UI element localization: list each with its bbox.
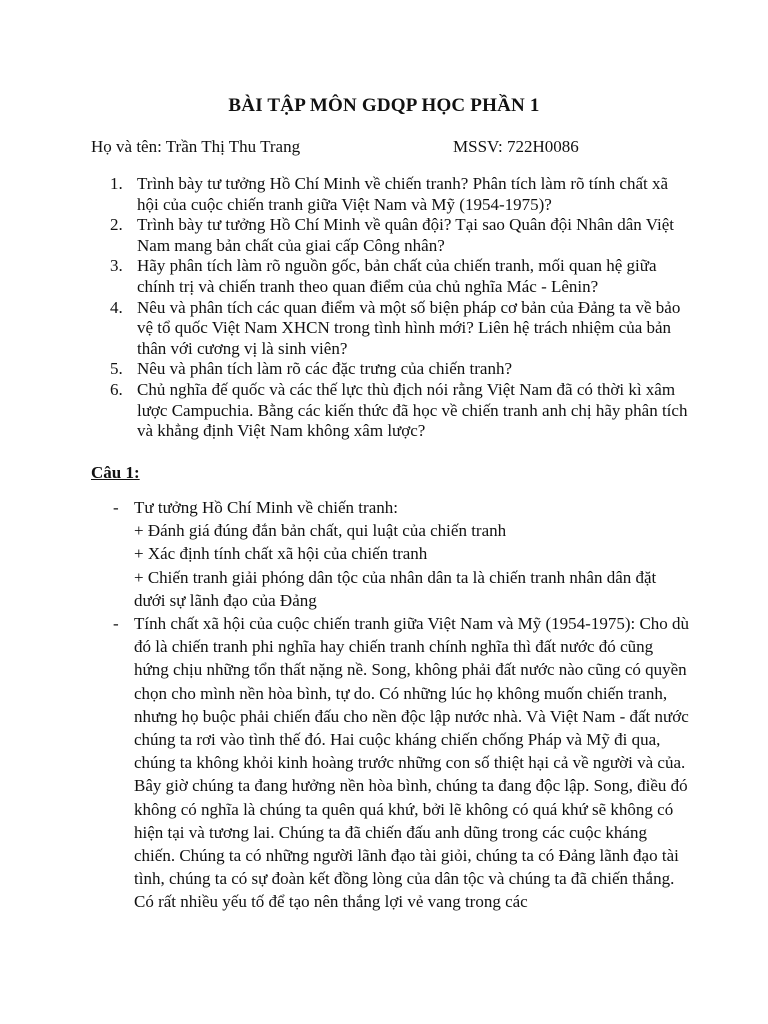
document-title: BÀI TẬP MÔN GDQP HỌC PHẦN 1 [228,95,540,116]
question-item [91,359,691,380]
section-heading: Câu 1: [91,463,140,482]
student-info-row [91,137,731,159]
question-list [91,174,691,442]
question-number: 6. [110,379,123,399]
question-number: 4. [110,297,123,317]
question-item [91,215,691,256]
question-number: 1. [110,174,123,193]
question-text: Trình bày tư tưởng Hồ Chí Minh về quân đội? Tại sao Quân đội Nhân dân Việt Nam mang bản chất của giai cấp Công nhân? [137,215,674,255]
student-name: Họ và tên: Trần Thị Thu Trang [91,137,301,156]
question-number: 2. [110,215,123,235]
question-text: Nêu và phân tích các quan điểm và một số biện pháp cơ bản của Đảng ta về bảo vệ tổ quốc Việt Nam XHCN trong tình hình mới? Liên hệ trách nhiệm của bản thân với cương vị là sinh viên? [137,297,681,358]
answer-paragraph: Tính chất xã hội của cuộc chiến tranh giữa Việt Nam và Mỹ (1954-1975): Cho dù đó là chiến tranh phi nghĩa hay chiến tranh chính nghĩa thì đất nước đó cũng hứng chịu những tổn thất nặng nề. Song, không phải đất nước nào cũng có quyền chọn cho mình nền hòa bình, tự do. Có những lúc họ không muốn chiến tranh, nhưng họ buộc phải chiến đấu cho nền độc lập nước nhà. Và Việt Nam - đất nước chúng ta rơi vào tình thế đó. Hai cuộc kháng chiến chống Pháp và Mỹ đi qua, chúng ta không khỏi kinh hoàng trước những con số thiệt hại cả về người và của. Bây giờ chúng ta đang hưởng nền hòa bình, chúng ta đang độc lập. Song, điều đó không có nghĩa là chúng ta quên quá khứ, bởi lẽ không có quá khứ sẽ không có hiện tại và tương lai. Chúng ta đã chiến đấu anh dũng trong các cuộc kháng chiến. Chúng ta có những người lãnh đạo tài giỏi, chúng ta có Đảng lãnh đạo tài tình, chúng ta có sự đoàn kết đồng lòng của dân tộc và chúng ta đã chiến thắng. Có rất nhiều yếu tố để tạo nên thắng lợi vẻ vang trong các [134,614,690,912]
answer-item [91,496,691,612]
dash-bullet: - [113,498,119,517]
question-number: 3. [110,256,123,276]
answer-list [91,496,691,914]
question-item [91,380,691,442]
question-item [91,256,691,297]
question-number: 5. [110,359,123,379]
answer-item [91,612,691,914]
question-item [91,174,691,215]
question-text: Chủ nghĩa đế quốc và các thế lực thù địch nói rằng Việt Nam đã có thời kì xâm lược Campuchia. Bằng các kiến thức đã học về chiến tranh anh chị hãy phân tích và khẳng định Việt Nam không xâm lược? [137,379,688,441]
question-text: Nêu và phân tích làm rõ các đặc trưng của chiến tranh? [137,359,513,379]
answer-subpoint: + Đánh giá đúng đắn bản chất, qui luật của chiến tranh [134,521,507,541]
answer-subpoint: + Chiến tranh giải phóng dân tộc của nhân dân ta là chiến tranh nhân dân đặt dưới sự lãnh đạo của Đảng [134,567,657,610]
question-item [91,298,691,360]
question-text: Trình bày tư tưởng Hồ Chí Minh về chiến tranh? Phân tích làm rõ tính chất xã hội của cuộc chiến tranh giữa Việt Nam và Mỹ (1954-1975)? [137,174,669,214]
answer-line: Tư tưởng Hồ Chí Minh về chiến tranh: [134,498,398,517]
answer-subpoint: + Xác định tính chất xã hội của chiến tranh [134,544,428,564]
question-text: Hãy phân tích làm rõ nguồn gốc, bản chất của chiến tranh, mối quan hệ giữa chính trị và chiến tranh theo quan điểm của chủ nghĩa Mác - Lênin? [137,256,657,296]
dash-bullet: - [113,614,119,634]
student-id: MSSV: 722H0086 [453,137,579,156]
